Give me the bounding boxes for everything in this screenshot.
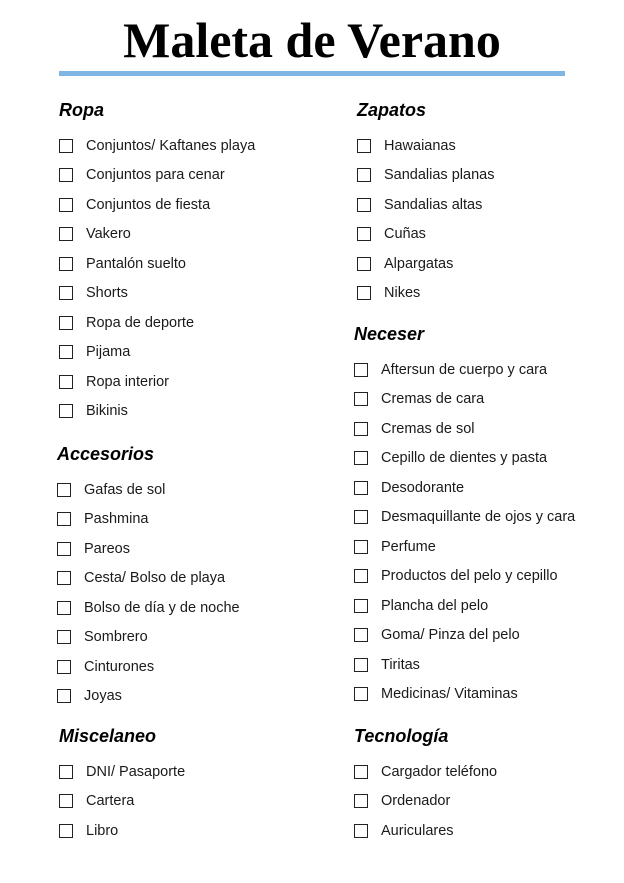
checklist-item[interactable] (354, 385, 575, 415)
checklist-item[interactable] (57, 564, 240, 594)
checklist-item-label: Cartera (86, 793, 135, 810)
checklist-item[interactable] (354, 562, 575, 592)
checklist-item-label: Vakero (86, 226, 131, 243)
checklist-item-label: Pijama (86, 344, 131, 361)
checklist-item[interactable] (354, 816, 497, 846)
checkbox-icon[interactable] (354, 765, 368, 779)
checklist-item-label: Goma/ Pinza del pelo (381, 627, 520, 644)
checkbox-icon[interactable] (357, 227, 371, 241)
checklist-item[interactable] (357, 190, 494, 220)
checklist-item-label: Conjuntos/ Kaftanes playa (86, 137, 256, 154)
title-underline (59, 71, 565, 76)
checklist-item-label: Sandalias altas (384, 196, 483, 213)
section-ropa (59, 99, 255, 426)
checkbox-icon[interactable] (357, 168, 371, 182)
checkbox-icon[interactable] (354, 392, 368, 406)
checklist-item[interactable] (354, 787, 497, 817)
checkbox-icon[interactable] (59, 139, 73, 153)
checklist-item[interactable] (357, 131, 494, 161)
checkbox-icon[interactable] (354, 422, 368, 436)
checklist-item[interactable] (59, 816, 185, 846)
checkbox-icon[interactable] (354, 658, 368, 672)
checklist-item[interactable] (59, 220, 255, 250)
checkbox-icon[interactable] (357, 286, 371, 300)
checklist-item[interactable] (357, 161, 494, 191)
checkbox-icon[interactable] (59, 227, 73, 241)
checkbox-icon[interactable] (59, 404, 73, 418)
checklist-item[interactable] (57, 652, 240, 682)
checklist (354, 757, 497, 846)
checklist-item-label: Plancha del pelo (381, 597, 489, 614)
checkbox-icon[interactable] (59, 375, 73, 389)
checklist-item[interactable] (57, 534, 240, 564)
checklist-item-label: Nikes (384, 285, 421, 302)
checklist-item[interactable] (354, 355, 575, 385)
checklist-item-label: Libro (86, 822, 119, 839)
checkbox-icon[interactable] (59, 198, 73, 212)
checklist-item-label: Sandalias planas (384, 167, 495, 184)
checkbox-icon[interactable] (57, 483, 71, 497)
checkbox-icon[interactable] (357, 198, 371, 212)
checklist-item-label: Perfume (381, 538, 436, 555)
checklist-item[interactable] (59, 308, 255, 338)
page-title: Maleta de Verano (123, 12, 501, 68)
checklist-item[interactable] (354, 444, 575, 474)
checklist-item-label: Auriculares (381, 822, 454, 839)
checkbox-icon[interactable] (57, 542, 71, 556)
checklist-item-label: Ropa de deporte (86, 314, 195, 331)
checklist-item-label: Cinturones (84, 658, 155, 675)
section-heading: Ropa (59, 100, 104, 120)
checkbox-icon[interactable] (57, 571, 71, 585)
checkbox-icon[interactable] (59, 257, 73, 271)
checklist-item[interactable] (59, 249, 255, 279)
section-tecnologia (354, 725, 497, 846)
checklist-item-label: Conjuntos de fiesta (86, 196, 211, 213)
checklist-item-label: Pantalón suelto (86, 255, 186, 272)
checklist-item-label: Joyas (84, 688, 122, 705)
checkbox-icon[interactable] (59, 168, 73, 182)
checklist-item[interactable] (354, 621, 575, 651)
checkbox-icon[interactable] (57, 660, 71, 674)
checkbox-icon[interactable] (59, 824, 73, 838)
checklist-item[interactable] (354, 650, 575, 680)
checkbox-icon[interactable] (57, 689, 71, 703)
checklist-item-label: Bikinis (86, 403, 128, 420)
checklist-item-label: Pashmina (84, 511, 149, 528)
checklist-item-label: Cuñas (384, 226, 426, 243)
checklist-item[interactable] (57, 623, 240, 653)
checklist-item[interactable] (354, 473, 575, 503)
checklist-item-label: Sombrero (84, 629, 148, 646)
checklist-item-label: Conjuntos para cenar (86, 167, 225, 184)
checkbox-icon[interactable] (354, 363, 368, 377)
checkbox-icon[interactable] (57, 601, 71, 615)
checkbox-icon[interactable] (59, 794, 73, 808)
checklist (57, 475, 240, 711)
checklist-item[interactable] (354, 532, 575, 562)
checklist-item[interactable] (354, 591, 575, 621)
checklist-item[interactable] (59, 397, 255, 427)
checkbox-icon[interactable] (354, 540, 368, 554)
checklist (357, 131, 494, 308)
checklist-item[interactable] (57, 593, 240, 623)
checklist-item-label: Desmaquillante de ojos y cara (381, 509, 576, 526)
checklist (59, 757, 185, 846)
checkbox-icon[interactable] (57, 512, 71, 526)
section-heading: Zapatos (357, 100, 427, 120)
checklist-item-label: DNI/ Pasaporte (86, 763, 186, 780)
checklist-item[interactable] (59, 131, 255, 161)
checklist-item[interactable] (57, 475, 240, 505)
checklist-item-label: Hawaianas (384, 137, 456, 154)
section-heading: Miscelaneo (59, 726, 157, 746)
checklist (59, 131, 255, 426)
section-zapatos (357, 99, 494, 308)
checklist-item-label: Cremas de sol (381, 420, 475, 437)
checklist-item-label: Cepillo de dientes y pasta (381, 450, 548, 467)
checklist-item[interactable] (59, 190, 255, 220)
checklist-item[interactable] (59, 161, 255, 191)
checklist-item[interactable] (59, 367, 255, 397)
checkbox-icon[interactable] (357, 139, 371, 153)
checkbox-icon[interactable] (354, 569, 368, 583)
checklist-item-label: Shorts (86, 285, 128, 302)
checkbox-icon[interactable] (354, 481, 368, 495)
checklist-item[interactable] (354, 757, 497, 787)
checklist-item-label: Tiritas (381, 656, 420, 673)
checklist-item[interactable] (354, 680, 575, 710)
checklist-item[interactable] (357, 249, 494, 279)
checkbox-icon[interactable] (59, 345, 73, 359)
checklist-item-label: Ropa interior (86, 373, 170, 390)
section-miscelaneo (59, 725, 185, 846)
checkbox-icon[interactable] (57, 630, 71, 644)
checkbox-icon[interactable] (59, 765, 73, 779)
checkbox-icon[interactable] (59, 286, 73, 300)
checkbox-icon[interactable] (354, 451, 368, 465)
section-neceser (354, 323, 575, 709)
checkbox-icon[interactable] (357, 257, 371, 271)
checklist-item[interactable] (57, 682, 240, 712)
checklist-item[interactable] (357, 220, 494, 250)
checklist-item-label: Aftersun de cuerpo y cara (381, 361, 548, 378)
checkbox-icon[interactable] (59, 316, 73, 330)
checklist-item[interactable] (59, 338, 255, 368)
section-heading: Tecnología (354, 726, 449, 746)
checklist-item-label: Cesta/ Bolso de playa (84, 570, 226, 587)
checklist-item[interactable] (354, 414, 575, 444)
checklist (354, 355, 575, 709)
section-accesorios (57, 443, 240, 711)
checklist-item-label: Gafas de sol (84, 481, 166, 498)
checklist-item[interactable] (59, 279, 255, 309)
checklist-item[interactable] (59, 757, 185, 787)
checklist-item-label: Cargador teléfono (381, 763, 498, 780)
section-heading: Accesorios (57, 444, 155, 464)
section-heading: Neceser (354, 324, 425, 344)
checklist-item[interactable] (57, 505, 240, 535)
checklist-item-label: Desodorante (381, 479, 465, 496)
checklist-item[interactable] (354, 503, 575, 533)
checklist-item-label: Cremas de cara (381, 391, 485, 408)
checkbox-icon[interactable] (354, 510, 368, 524)
checkbox-icon[interactable] (354, 628, 368, 642)
checkbox-icon[interactable] (354, 794, 368, 808)
checklist-item-label: Alpargatas (384, 255, 454, 272)
checkbox-icon[interactable] (354, 687, 368, 701)
checkbox-icon[interactable] (354, 599, 368, 613)
checklist-item-label: Ordenador (381, 793, 451, 810)
checkbox-icon[interactable] (354, 824, 368, 838)
checklist-item[interactable] (357, 279, 494, 309)
checklist-item[interactable] (59, 787, 185, 817)
checklist-item-label: Pareos (84, 540, 130, 557)
checklist-item-label: Productos del pelo y cepillo (381, 568, 558, 585)
checklist-item-label: Medicinas/ Vitaminas (381, 686, 518, 703)
checklist-item-label: Bolso de día y de noche (84, 599, 240, 616)
